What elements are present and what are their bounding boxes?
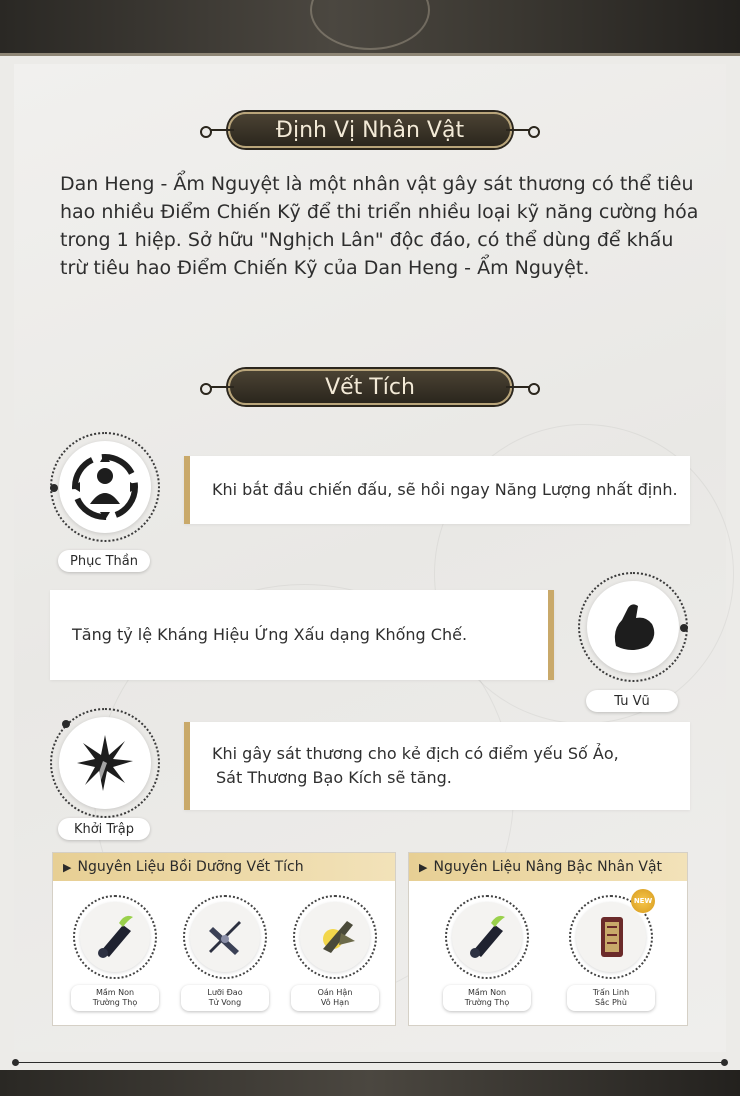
footer-divider [14,1062,726,1063]
hooded-figure-emblem-icon [70,452,140,522]
banner-emblem-icon [310,0,430,50]
burst-blade-icon [73,731,137,795]
ascension-materials-title: Nguyên Liệu Nâng Bậc Nhân Vật [433,859,663,875]
trace-name-khoi-trap: Khởi Trập [58,818,150,840]
material-name-line: Sắc Phù [595,998,627,1007]
material-item [69,895,161,1011]
trace-description: Khi bắt đầu chiến đấu, sẽ hồi ngay Năng Lượng nhất định. [212,480,678,499]
material-name-line: Trấn Linh [592,988,630,997]
trace-description-box [184,456,690,524]
traces-title-text: Vết Tích [325,374,415,400]
new-badge: NEW [631,889,655,913]
sprout-scroll-icon [89,911,141,963]
trace-description-box [184,722,690,810]
material-item [179,895,271,1011]
talisman-plaque-icon [585,911,637,963]
trace-name-phuc-than: Phục Thần [58,550,150,572]
material-name-line: Mầm Non [95,988,135,997]
dark-blade-icon [199,911,251,963]
material-name-line: Vô Hạn [320,998,350,1007]
sprout-scroll-icon [461,911,513,963]
play-arrow-icon: ▶ [419,860,428,874]
material-name-line: Tử Vong [208,998,242,1007]
trace-description-line: Khi gây sát thương cho kẻ địch có điểm yếu Số Ảo, [212,744,619,763]
trace-materials-panel [52,852,396,1026]
traces-title-pill [228,369,512,405]
material-name-line: Mầm Non [467,988,507,997]
material-item [289,895,381,1011]
positioning-title-text: Định Vị Nhân Vật [275,117,465,143]
positioning-title [228,110,512,150]
trace-materials-header [53,853,395,881]
top-banner [0,0,740,56]
positioning-description: Dan Heng - Ẩm Nguyệt là một nhân vật gây sát thương có thể tiêu hao nhiều Điểm Chiến Kỹ để thi triển nhiều loại kỹ năng cường hóa trong 1 hiệp. Sở hữu "Nghịch Lân" độc đáo, có thể dùng để khấu trừ tiêu hao Điểm Chiến Kỹ của Dan Heng - Ẩm Nguyệt. [60,173,699,279]
trace-description: Tăng tỷ lệ Kháng Hiệu Ứng Xấu dạng Khống Chế. [72,625,468,644]
material-name-line: Trường Thọ [92,998,138,1007]
material-item [565,895,657,1011]
material-item [441,895,533,1011]
trace-name-tu-vu: Tu Vũ [586,690,678,712]
trace-icon-phuc-than [50,432,160,542]
bottom-banner [0,1070,740,1096]
material-name-line: Lưỡi Đao [207,988,243,997]
play-arrow-icon: ▶ [63,860,72,874]
trace-materials-title: Nguyên Liệu Bồi Dưỡng Vết Tích [77,859,304,875]
golden-horn-icon [309,911,361,963]
material-name-line: Oán Hận [317,988,353,997]
material-name-line: Trường Thọ [464,998,510,1007]
traces-title [228,367,512,407]
ascension-materials-header [409,853,687,881]
positioning-title-pill [228,112,512,148]
trace-description-box [50,590,554,680]
trace-description-line: Sát Thương Bạo Kích sẽ tăng. [216,768,452,787]
flexed-arm-icon [602,596,664,658]
trace-icon-tu-vu [578,572,688,682]
ascension-materials-panel [408,852,688,1026]
trace-icon-khoi-trap [50,708,160,818]
